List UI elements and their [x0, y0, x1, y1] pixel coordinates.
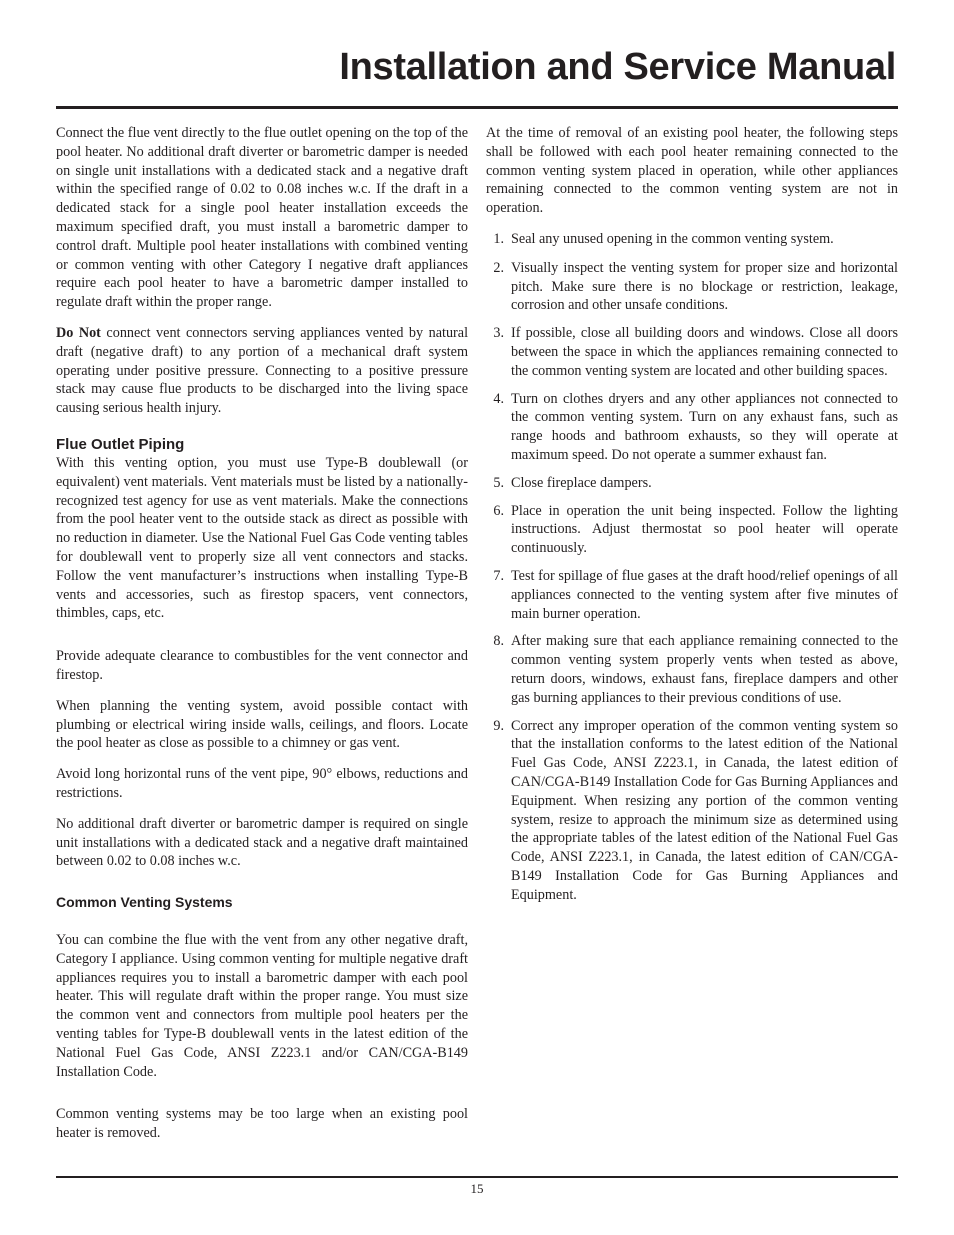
- list-item: [486, 502, 898, 558]
- removal-intro-paragraph: At the time of removal of an existing pool heater, the following steps shall be followed with each pool heater remaining connected to the common venting system placed in operation, while other appliances remaining connected to the common venting system are not in operation.: [486, 125, 898, 217]
- page-number: 15: [470, 1181, 484, 1196]
- header-rule: [56, 106, 898, 109]
- page-title: Installation and Service Manual: [339, 46, 896, 88]
- flue-paragraph-5: No additional draft diverter or barometric damper is required on single unit installations with a dedicated stack and a negative draft maintained between 0.02 to 0.08 inches w.c.: [56, 815, 468, 870]
- list-item: [486, 324, 898, 380]
- list-item: [486, 230, 898, 249]
- common-paragraph-2: Common venting systems may be too large when an existing pool heater is removed.: [56, 1106, 468, 1142]
- step-text: After making sure that each appliance remaining connected to the common venting system properly vents when tested as above, return doors, windows, exhaust fans, fireplace dampers and other gas burning appliances to their previous conditions of use.: [511, 633, 898, 706]
- list-item: [486, 717, 898, 905]
- flue-paragraph-1: With this venting option, you must use Type-B doublewall (or equivalent) vent materials. Vent materials must be listed by a nationally-recognized test agency for use as vent materials. Make the connections from the pool heater vent to the outside stack as direct as possible with no reduction in diameter. Use the National Fuel Gas Code venting tables for doublewall vent to properly size all vent connectors and stacks. Follow the vent manufacturer’s instructions when installing Type-B vents and accessories, such as firestop spacers, vent connectors, thimbles, caps, etc.: [56, 454, 468, 622]
- warning-text: connect vent connectors serving appliances vented by natural draft (negative draft) to any portion of a mechanical draft system operating under positive pressure. Connecting to a positive pressure stack may cause flue products to be discharged into the living space causing serious health injury.: [56, 324, 469, 417]
- flue-paragraph-4: Avoid long horizontal runs of the vent pipe, 90° elbows, reductions and restrictions.: [56, 766, 468, 801]
- step-text: If possible, close all building doors and windows. Close all doors between the space in which the appliances remaining connected to the common venting system are located and other building spaces.: [511, 325, 898, 379]
- left-column: [56, 124, 468, 1155]
- step-number: 2.: [493, 259, 504, 276]
- step-number: 3.: [493, 325, 504, 342]
- step-text: Turn on clothes dryers and any other appliances not connected to the common venting system. Turn on any exhaust fans, such as range hoods and bathroom exhausts, so they will operate at maximum speed. Do not operate a summer exhaust fan.: [511, 390, 898, 463]
- step-text: Test for spillage of flue gases at the draft hood/relief openings of all appliances connected to the venting system after five minutes of main burner operation.: [511, 567, 898, 622]
- step-number: 6.: [493, 502, 504, 519]
- list-item: [486, 390, 898, 465]
- step-number: 7.: [493, 567, 504, 584]
- flue-outlet-heading: Flue Outlet Piping: [56, 435, 185, 453]
- list-item: [486, 474, 898, 493]
- flue-paragraph-3: When planning the venting system, avoid possible contact with plumbing or electrical wiring inside walls, ceilings, and floors. Locate the pool heater as close as possible to a chimney or gas vent.: [56, 697, 468, 752]
- intro-paragraph: Connect the flue vent directly to the flue outlet opening on the top of the pool heater. No additional draft diverter or barometric damper is needed on single unit installations with a dedicated stack and a negative draft within the specified range of 0.02 to 0.08 inches w.c. If the draft in a dedicated stack for a single pool heater installation exceeds the maximum specified draft, you must install a barometric damper to control draft. Multiple pool heater installations with combined venting or common venting with other Category I negative draft appliances require each pool heater to have a barometric damper installed to regulate draft within the proper range.: [56, 125, 468, 311]
- step-number: 8.: [493, 633, 504, 650]
- footer-rule: [56, 1176, 898, 1178]
- step-text: Place in operation the unit being inspected. Follow the lighting instructions. Adjust thermostat so pool heater will operate continuously.: [511, 502, 898, 557]
- common-paragraph-1: You can combine the flue with the vent from any other negative draft, Category I appliance. Using common venting for multiple negative draft appliances requires you to install a barometric damper with each pool heater. This will regulate draft within the proper range. You must size the common vent and connectors from multiple pool heaters per the venting tables for Type-B doublewall vents in the latest edition of the National Fuel Gas Code, ANSI Z223.1 and/or CAN/CGA-B149 Installation Code.: [56, 932, 468, 1080]
- warning-bold-label: Do Not: [56, 324, 101, 341]
- step-number: 5.: [493, 474, 504, 491]
- step-number: 9.: [493, 717, 504, 734]
- step-text: Correct any improper operation of the common venting system so that the installation conforms to the latest edition of the National Fuel Gas Code, ANSI Z223.1, in Canada, the latest edition of CAN/CGA-B149 Installation Code for Gas Burning Appliances and Equipment. When resizing any portion of the common venting system, resize to approach the minimum size as determined using the appropriate tables of the latest edition of the National Fuel Gas Code, ANSI Z223.1, in Canada, the latest edition of CAN/CGA-B149 Installation Code for Gas Burning Appliances and Equipment.: [511, 717, 898, 903]
- common-venting-heading: Common Venting Systems: [56, 894, 233, 911]
- step-number: 4.: [493, 390, 504, 407]
- list-item: [486, 567, 898, 623]
- removal-steps-list: [486, 230, 898, 905]
- step-text: Seal any unused opening in the common venting system.: [511, 230, 834, 247]
- right-column: [486, 124, 898, 913]
- warning-paragraph: [56, 324, 468, 418]
- list-item: [486, 632, 898, 707]
- step-number: 1.: [493, 230, 504, 247]
- step-text: Visually inspect the venting system for proper size and horizontal pitch. Make sure there is no blockage or restriction, leakage, corrosion and other unsafe conditions.: [511, 259, 898, 314]
- flue-paragraph-2: Provide adequate clearance to combustibles for the vent connector and firestop.: [56, 648, 468, 683]
- step-text: Close fireplace dampers.: [511, 474, 652, 491]
- list-item: [486, 259, 898, 315]
